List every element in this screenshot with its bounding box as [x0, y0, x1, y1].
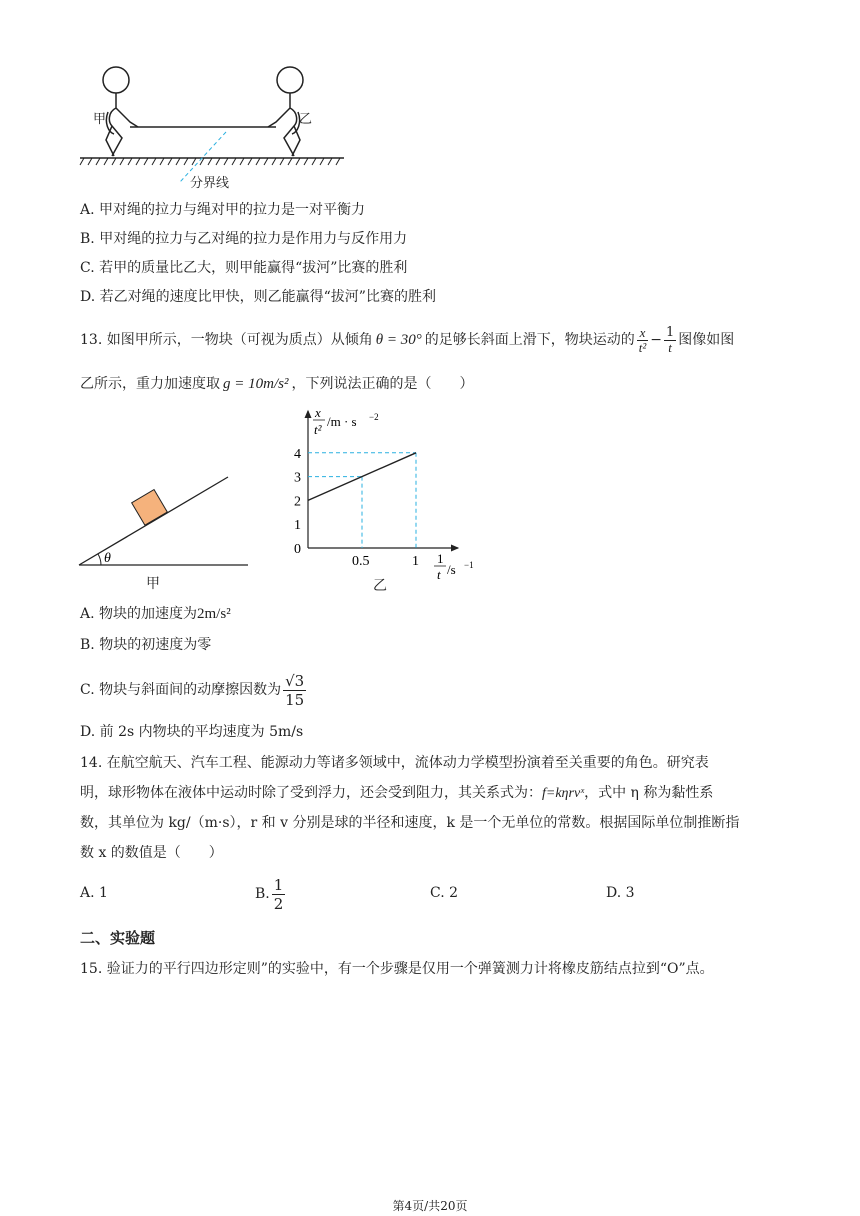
theta-equation: θ = 30° — [375, 332, 422, 348]
section-heading-experiment: 二、实验题 — [80, 929, 156, 947]
incline-caption: 甲 — [146, 576, 160, 592]
page-number: 第4页/共20页 — [392, 1199, 468, 1213]
x-axis-label-unit: /s — [447, 562, 456, 577]
sqrt3-over-15-fraction: $\frac{√3}{15}$ — [285, 671, 305, 709]
q15-text: 15. 验证力的平行四边形定则”的实验中，有一个步骤是仅用一个弹簧测力计将橡皮筋结点拉到“O”点。 — [80, 961, 714, 977]
q13-option-a — [80, 605, 231, 623]
dash: − — [650, 332, 662, 348]
theta-label: θ — [104, 551, 111, 566]
q12-option-d: D. 若乙对绳的速度比甲快，则乙能赢得“拔河”比赛的胜利 — [80, 289, 436, 305]
q13-option-c-text: C. 物块与斜面间的动摩擦因数为 — [80, 682, 282, 698]
x-axis-label-exp: −1 — [464, 560, 474, 570]
g-equation: g = 10m/s² — [223, 376, 289, 392]
x-over-t2-fraction: $\frac{x}{\text{t²}}$ — [638, 324, 647, 355]
q12-option-c: C. 若甲的质量比乙大，则甲能赢得“拔河”比赛的胜利 — [80, 260, 408, 276]
y-tick-label-2: 2 — [294, 494, 301, 510]
q14-option-a: A. 1 — [80, 885, 108, 901]
label-jia: 甲 — [93, 112, 107, 127]
q13-part3: 图像如图 — [678, 332, 735, 348]
q14-line1: 14. 在航空航天、汽车工程、能源动力等诸多领域中，流体动力学模型扮演着至关重要的角色。研究表 — [80, 755, 709, 771]
q14-line4: 数 x 的数值是（ ） — [80, 845, 223, 861]
q14-line3: 数，其单位为 kg/（m·s），r 和 v 分别是球的半径和速度，k 是一个无单位的常数。根据国际单位制推断指 — [80, 815, 740, 831]
y-axis-label-exp: −2 — [369, 412, 379, 422]
x-tick-label-0.5: 0.5 — [352, 554, 370, 569]
q12-option-a: A. 甲对绳的拉力与绳对甲的拉力是一对平衡力 — [80, 202, 366, 218]
q13-line2b: ，下列说法正确的是（ ） — [291, 376, 474, 392]
y-tick-label-0: 0 — [294, 542, 301, 557]
one-half-fraction: $\frac{1}{2}$ — [273, 875, 284, 913]
y-tick-label-1: 1 — [294, 518, 301, 534]
x-tick-label-1: 1 — [412, 554, 419, 569]
q13-option-a-value: 2m/s² — [197, 606, 231, 622]
q13-line2a: 乙所示，重力加速度取 — [80, 376, 220, 392]
y-axis-label-den: t² — [314, 422, 322, 437]
incline-figure — [76, 470, 256, 570]
x-axis-label-num: 1 — [437, 551, 444, 566]
q13-stem-line1 — [80, 320, 734, 360]
q13-option-a-text: A. 物块的加速度为 — [80, 606, 198, 622]
q13-option-d: D. 前 2s 内物块的平均速度为 5m/s — [80, 724, 304, 740]
q14-option-b-prefix: B. — [255, 886, 270, 902]
q14-option-b — [255, 872, 287, 916]
q13-option-b: B. 物块的初速度为零 — [80, 637, 212, 653]
q14-line2b: ，式中 η 称为黏性系 — [584, 785, 714, 801]
sliding-block — [132, 490, 168, 526]
y-axis-label-num: x — [315, 405, 321, 420]
q13-option-c — [80, 668, 308, 712]
chart-caption: 乙 — [373, 578, 387, 594]
x-axis-label-den: t — [437, 567, 441, 582]
xt2-vs-inv-t-chart — [280, 405, 480, 595]
label-boundary: 分界线 — [190, 176, 230, 191]
q14-option-d: D. 3 — [606, 885, 635, 901]
y-axis-label-unit: /m · s — [327, 414, 357, 429]
one-over-t-fraction: $\frac{1}{t}$ — [665, 324, 675, 355]
q13-stem-line2 — [80, 375, 473, 393]
q12-option-b: B. 甲对绳的拉力与乙对绳的拉力是作用力与反作用力 — [80, 231, 408, 247]
label-yi: 乙 — [299, 112, 313, 127]
y-tick-label-4: 4 — [294, 446, 301, 462]
q14-line2 — [80, 784, 713, 803]
q13-part2: 的足够长斜面上滑下，物块运动的 — [424, 332, 635, 348]
q14-line2a: 明，球形物体在液体中运动时除了受到浮力，还会受到阻力，其关系式为： — [80, 785, 542, 801]
q13-part1: 13. 如图甲所示，一物块（可视为质点）从倾角 — [80, 332, 373, 348]
y-tick-label-3: 3 — [294, 470, 301, 486]
drag-formula: f=kηrvˣ — [542, 786, 585, 801]
q14-option-c: C. 2 — [430, 885, 459, 901]
